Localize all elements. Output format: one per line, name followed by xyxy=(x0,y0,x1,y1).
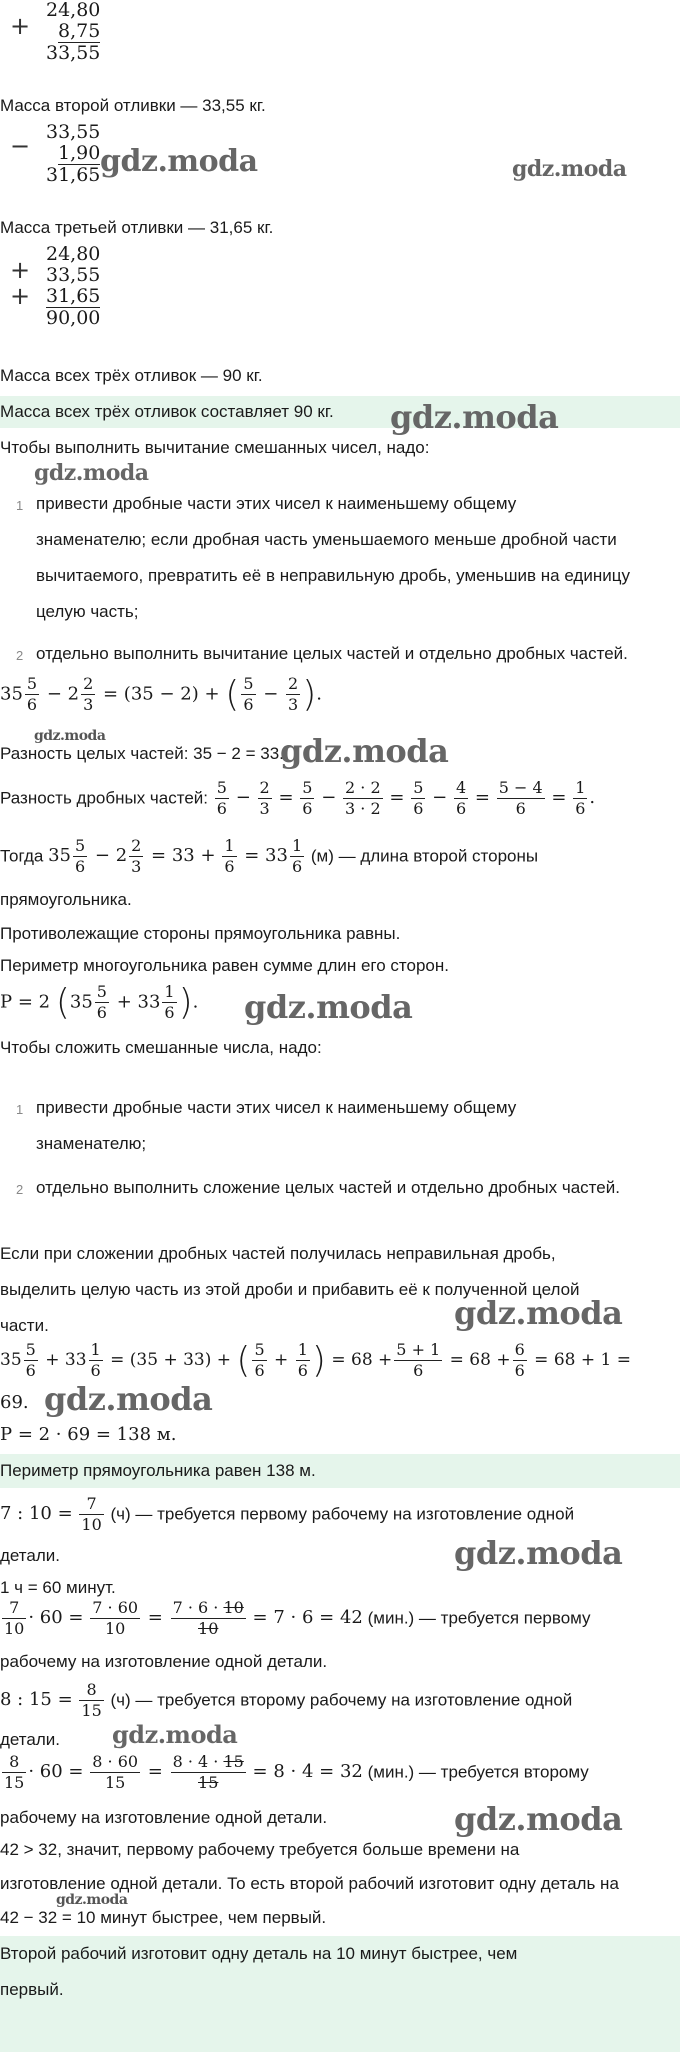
watermark: gdz.moda xyxy=(454,1800,623,1838)
compare-3: 42 − 32 = 10 минут быстрее, чем первый. xyxy=(0,1908,327,1927)
text-mass3: Масса третьей отливки — 31,65 кг. xyxy=(0,218,274,237)
equation-mixed-add: 35 $\frac{5}{6}$ + 33 $\frac{1}{6}$ = (35 + 33) + ( $\frac{5}{6}$ + $\frac{1}{6}$ ) = 68 + $\frac{5 + 1}{6}$ = 68 + $\frac{6}{6}$ = 68 + 1 = xyxy=(0,1339,631,1381)
then-line-2: прямоугольника. xyxy=(0,890,132,909)
minus-sign: − xyxy=(10,132,31,160)
worker2-calc-2: рабочему на изготовление одной детали. xyxy=(0,1808,328,1827)
worker1-line: 7 : 10 = $\frac{7}{10}$ (ч) — требуется первому рабочему на изготовление одной xyxy=(0,1494,575,1534)
worker1-calc: $\frac{7}{10}$ · 60 = $\frac{7 \cdot 60}{10}$ = $\frac{7 \cdot 6 \cdot 10}{10}$ = 7 · 6 = 42 (мин.) — требуется первому xyxy=(4,1598,591,1638)
watermark: gdz.moda xyxy=(390,398,559,436)
answer-text: первый. xyxy=(0,1980,64,1999)
operand: 1,90 xyxy=(58,142,101,164)
operand: 33,55 xyxy=(46,264,101,286)
worker2-calc: $\frac{8}{15}$ · 60 = $\frac{8 \cdot 60}{15}$ = $\frac{8 \cdot 4 \cdot 15}{15}$ = 8 · 4 = 32 (мин.) — требуется второму xyxy=(4,1752,589,1792)
plus-sign: + xyxy=(10,256,31,284)
list-item-line: отдельно выполнить сложение целых частей и отдельно дробных частей. xyxy=(36,1178,620,1197)
list-item-line: знаменателю; если дробная часть уменьшаемого меньше дробной части xyxy=(36,530,617,549)
list-item-line: отдельно выполнить вычитание целых частей и отдельно дробных частей. xyxy=(36,644,628,663)
watermark: gdz.moda xyxy=(512,156,627,182)
compare-2: изготовление одной детали. То есть второй рабочий изготовит одну деталь на xyxy=(0,1874,619,1893)
result: 33,55 xyxy=(46,42,101,64)
list-item-line: знаменателю; xyxy=(36,1134,147,1153)
watermark: gdz.moda xyxy=(280,732,449,770)
list-item-line: привести дробные части этих чисел к наименьшему общему xyxy=(36,494,517,513)
compare-1: 42 > 32, значит, первому рабочему требуется больше времени на xyxy=(0,1840,520,1859)
text-mass2: Масса второй отливки — 33,55 кг. xyxy=(0,96,266,115)
calc2-operands xyxy=(46,122,100,186)
result: 90,00 xyxy=(46,307,101,329)
diff-whole: Разность целых частей: 35 − 2 = 33. xyxy=(0,744,284,763)
operand: 8,75 xyxy=(58,20,101,42)
answer-box-3 xyxy=(0,1936,680,2052)
answer-text: Второй рабочий изготовит одну деталь на 10 минут быстрее, чем xyxy=(0,1944,518,1963)
opposite-sides: Противолежащие стороны прямоугольника равны. xyxy=(0,924,401,943)
list-number: 2 xyxy=(16,1182,24,1197)
then-line: Тогда 35 $\frac{5}{6}$ − 2 $\frac{2}{3}$ = 33 + $\frac{1}{6}$ = 33 $\frac{1}{6}$ (м) — длина второй стороны xyxy=(0,836,539,876)
answer-text: Периметр прямоугольника равен 138 м. xyxy=(0,1461,316,1480)
list-item-line: целую часть; xyxy=(36,602,139,621)
watermark: gdz.moda xyxy=(112,1720,238,1749)
answer-box-2 xyxy=(0,1454,680,1488)
list-number: 1 xyxy=(16,498,24,513)
watermark: gdz.moda xyxy=(34,728,106,744)
watermark: gdz.moda xyxy=(44,1380,213,1418)
watermark: gdz.moda xyxy=(244,988,413,1026)
watermark: gdz.moda xyxy=(34,460,149,486)
answer-text: Масса всех трёх отливок составляет 90 кг. xyxy=(0,402,334,421)
equation-mixed-sub: 35 $\frac{5}{6}$ − 2 $\frac{2}{3}$ = (35 − 2) + ( $\frac{5}{6}$ − $\frac{2}{3}$ ). xyxy=(0,673,323,715)
operand: 31,65 xyxy=(46,285,101,307)
rule-sub-intro: Чтобы выполнить вычитание смешанных чисел, надо: xyxy=(0,438,430,457)
answer-box-1 xyxy=(0,396,680,428)
watermark: gdz.moda xyxy=(454,1534,623,1572)
diff-frac-line: Разность дробных частей: $\frac{5}{6}$ − $\frac{2}{3}$ = $\frac{5}{6}$ − $\frac{2 \cdot 2}{3 \cdot 2}$ = $\frac{5}{6}$ − $\frac{4}{6}$ = $\frac{5 - 4}{6}$ = $\frac{1}{6}$ . xyxy=(0,778,596,818)
improper-note-2: выделить целую часть из этой дроби и прибавить её к полученной целой xyxy=(0,1280,580,1299)
hour-conversion: 1 ч = 60 минут. xyxy=(0,1578,116,1597)
perimeter-formula: P = 2 (35 $\frac{5}{6}$ + 33 $\frac{1}{6}$ ). xyxy=(0,981,199,1023)
result: 31,65 xyxy=(46,164,101,186)
perimeter-rule: Периметр многоугольника равен сумме длин его сторон. xyxy=(0,956,449,975)
worker1-calc-2: рабочему на изготовление одной детали. xyxy=(0,1652,328,1671)
improper-note-1: Если при сложении дробных частей получилась неправильная дробь, xyxy=(0,1244,556,1263)
text-total: Масса всех трёх отливок — 90 кг. xyxy=(0,366,263,385)
watermark: gdz.moda xyxy=(454,1294,623,1332)
watermark: gdz.moda xyxy=(56,1892,128,1908)
plus-sign: + xyxy=(10,282,31,310)
improper-note-3: части. xyxy=(0,1316,49,1335)
worker2-line: 8 : 15 = $\frac{8}{15}$ (ч) — требуется второму рабочему на изготовление одной xyxy=(0,1680,573,1720)
calc3-operands xyxy=(46,244,100,329)
operand: 33,55 xyxy=(46,121,101,143)
eq-sum-tail: 69. xyxy=(0,1392,29,1413)
rule-add-intro: Чтобы сложить смешанные числа, надо: xyxy=(0,1038,322,1057)
watermark: gdz.moda xyxy=(100,144,258,179)
list-item-line: привести дробные части этих чисел к наименьшему общему xyxy=(36,1098,517,1117)
worker2-line-2: детали. xyxy=(0,1730,60,1749)
operand: 24,80 xyxy=(46,0,101,21)
worker1-line-2: детали. xyxy=(0,1546,60,1565)
list-item-line: вычитаемого, превратить её в неправильную дробь, уменьшив на единицу xyxy=(36,566,630,585)
calc1-operands xyxy=(46,0,100,64)
operand: 24,80 xyxy=(46,243,101,265)
plus-sign: + xyxy=(10,12,31,40)
list-number: 2 xyxy=(16,648,24,663)
list-number: 1 xyxy=(16,1102,24,1117)
perimeter-result: P = 2 · 69 = 138 м. xyxy=(0,1424,177,1445)
